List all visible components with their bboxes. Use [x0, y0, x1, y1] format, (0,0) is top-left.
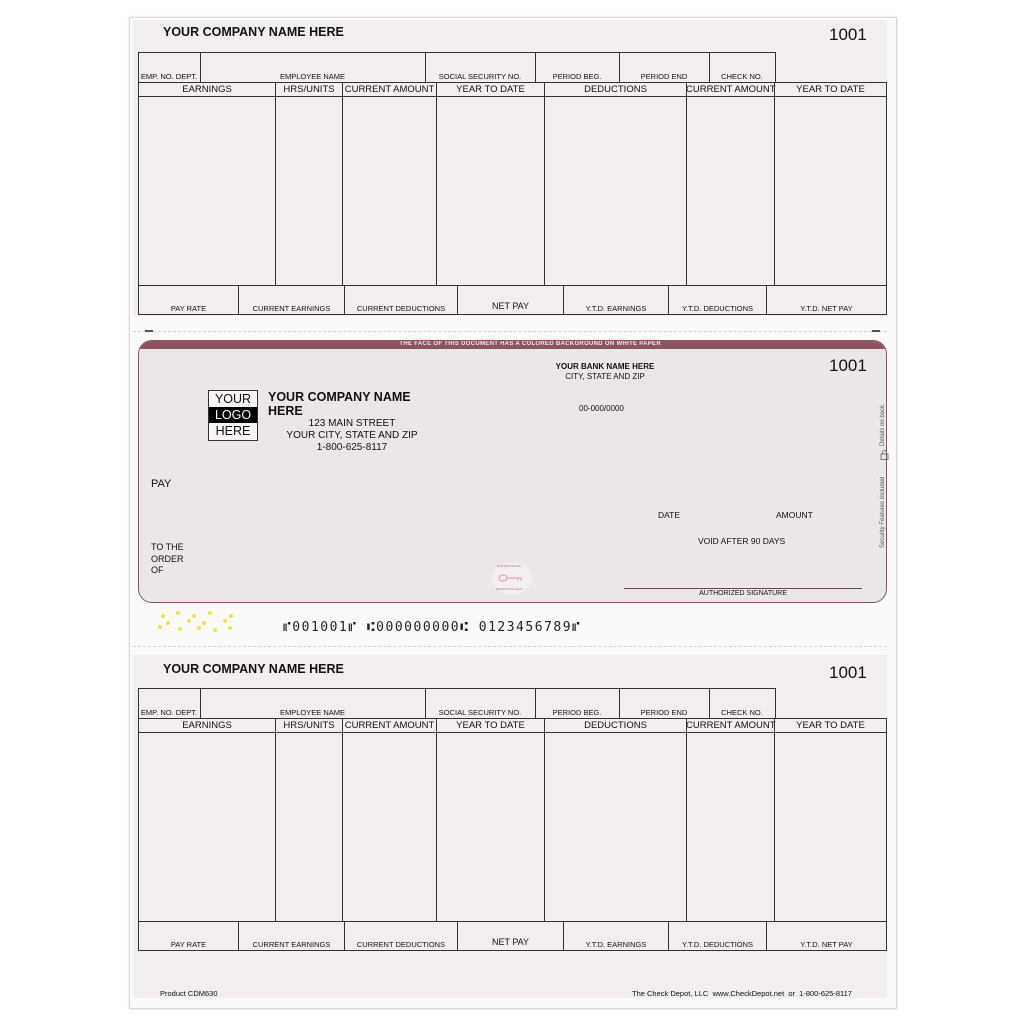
tear-mark — [145, 330, 153, 332]
info-label: CHECK NO. — [721, 72, 763, 81]
bottom-stub-check-number: 1001 — [829, 663, 867, 682]
info-label: PERIOD BEG. — [552, 72, 602, 81]
security-band-text: THE FACE OF THIS DOCUMENT HAS A COLORED BACKGROUND ON WHITE PAPER — [399, 341, 661, 347]
order-label-line: OF — [151, 565, 164, 575]
company-logo-placeholder — [208, 390, 258, 441]
order-label-line: TO THE — [151, 542, 184, 552]
bank-fraction-code: 00-000/0000 — [579, 404, 624, 413]
logo-line: LOGO — [209, 407, 257, 423]
totals-label: CURRENT DEDUCTIONS — [356, 304, 446, 313]
info-label: EMPLOYEE NAME — [279, 72, 346, 81]
totals-label: CURRENT EARNINGS — [252, 940, 331, 949]
bank-name: YOUR BANK NAME HERE — [555, 362, 655, 371]
signature-label: AUTHORIZED SIGNATURE — [699, 590, 787, 597]
info-label: PERIOD END — [640, 708, 688, 717]
column-body — [774, 732, 887, 922]
order-label-line: ORDER — [151, 553, 184, 564]
info-label: EMPLOYEE NAME — [279, 708, 346, 717]
info-label: EMP. NO. DEPT. — [140, 72, 198, 81]
column-header: EARNINGS — [182, 84, 232, 95]
column-body — [544, 732, 687, 922]
micr-line: ⑈001001⑈ ⑆000000000⑆ 0123456789⑈ — [283, 620, 582, 635]
column-header: CURRENT AMOUNT — [344, 84, 435, 95]
column-header: HRS/UNITS — [283, 720, 335, 731]
column-header: CURRENT AMOUNT — [686, 720, 776, 731]
check-company-name: YOUR COMPANY NAME HERE — [268, 390, 411, 418]
tear-mark — [872, 330, 880, 332]
amount-label: AMOUNT — [776, 510, 813, 520]
check-phone: 1-800-625-8117 — [316, 442, 388, 453]
totals-label: CURRENT DEDUCTIONS — [356, 940, 446, 949]
info-label: EMP. NO. DEPT. — [140, 708, 198, 717]
pay-label: PAY — [151, 478, 172, 490]
signature-line — [624, 588, 862, 589]
column-header: EARNINGS — [182, 720, 232, 731]
column-header: CURRENT AMOUNT — [686, 84, 776, 95]
column-body — [436, 96, 545, 286]
column-header: DEDUCTIONS — [584, 84, 647, 95]
column-body — [686, 732, 775, 922]
info-label: PERIOD BEG. — [552, 708, 602, 717]
check-number: 1001 — [829, 356, 867, 375]
column-body — [342, 96, 437, 286]
column-header: DEDUCTIONS — [584, 720, 647, 731]
totals-label: Y.T.D. DEDUCTIONS — [681, 304, 754, 313]
bank-city: CITY, STATE AND ZIP — [565, 372, 645, 381]
totals-label: NET PAY — [491, 937, 529, 947]
totals-label: NET PAY — [491, 301, 529, 311]
totals-label: Y.T.D. DEDUCTIONS — [681, 940, 754, 949]
column-body — [138, 96, 276, 286]
check-address-line2: YOUR CITY, STATE AND ZIP — [286, 430, 418, 441]
padlock-icon — [880, 450, 889, 460]
security-band — [139, 341, 886, 349]
info-label: SOCIAL SECURITY NO. — [438, 708, 522, 717]
heat-seal-text-top: RUB RED IMAGE — [497, 564, 522, 568]
heat-seal — [492, 562, 532, 594]
column-header: CURRENT AMOUNT — [344, 720, 435, 731]
column-header: YEAR TO DATE — [796, 84, 865, 95]
column-body — [275, 732, 343, 922]
info-label: CHECK NO. — [721, 708, 763, 717]
perforation-line-top — [133, 331, 887, 332]
logo-line: YOUR — [214, 392, 252, 406]
totals-label: CURRENT EARNINGS — [252, 304, 331, 313]
check-company-block — [268, 390, 448, 454]
totals-label: PAY RATE — [170, 304, 207, 313]
logo-line: HERE — [215, 424, 251, 438]
info-label: PERIOD END — [640, 72, 688, 81]
heat-seal-text-bottom: FADES WITH HEAT — [496, 587, 523, 591]
perforation-line-bottom — [133, 646, 887, 647]
column-body — [275, 96, 343, 286]
vendor-info: The Check Depot, LLC www.CheckDepot.net or 1-800-625-8117 — [632, 989, 852, 998]
column-header: HRS/UNITS — [283, 84, 335, 95]
totals-label: Y.T.D. EARNINGS — [585, 304, 647, 313]
void-notice: VOID AFTER 90 DAYS — [698, 536, 786, 546]
column-body — [544, 96, 687, 286]
bottom-stub-company-name: YOUR COMPANY NAME HERE — [163, 662, 344, 676]
totals-label: Y.T.D. NET PAY — [800, 304, 853, 313]
security-side-text — [878, 400, 894, 550]
totals-label: Y.T.D. EARNINGS — [585, 940, 647, 949]
product-code: Product CDM630 — [160, 989, 218, 998]
details-on-back-text: Details on back. — [880, 403, 886, 446]
security-features-text: Security Features Included — [880, 476, 886, 548]
column-header: YEAR TO DATE — [456, 720, 525, 731]
column-body — [342, 732, 437, 922]
check-address-line1: 123 MAIN STREET — [308, 418, 396, 429]
totals-label: PAY RATE — [170, 940, 207, 949]
top-stub-check-number: 1001 — [829, 25, 867, 44]
column-header: YEAR TO DATE — [796, 720, 865, 731]
column-body — [436, 732, 545, 922]
bank-block — [540, 362, 670, 381]
order-label — [151, 542, 184, 577]
column-body — [774, 96, 887, 286]
date-label: DATE — [658, 510, 681, 520]
totals-label: Y.T.D. NET PAY — [800, 940, 853, 949]
column-header: YEAR TO DATE — [456, 84, 525, 95]
column-body — [686, 96, 775, 286]
top-stub-company-name: YOUR COMPANY NAME HERE — [163, 25, 344, 39]
info-label: SOCIAL SECURITY NO. — [438, 72, 522, 81]
column-body — [138, 732, 276, 922]
